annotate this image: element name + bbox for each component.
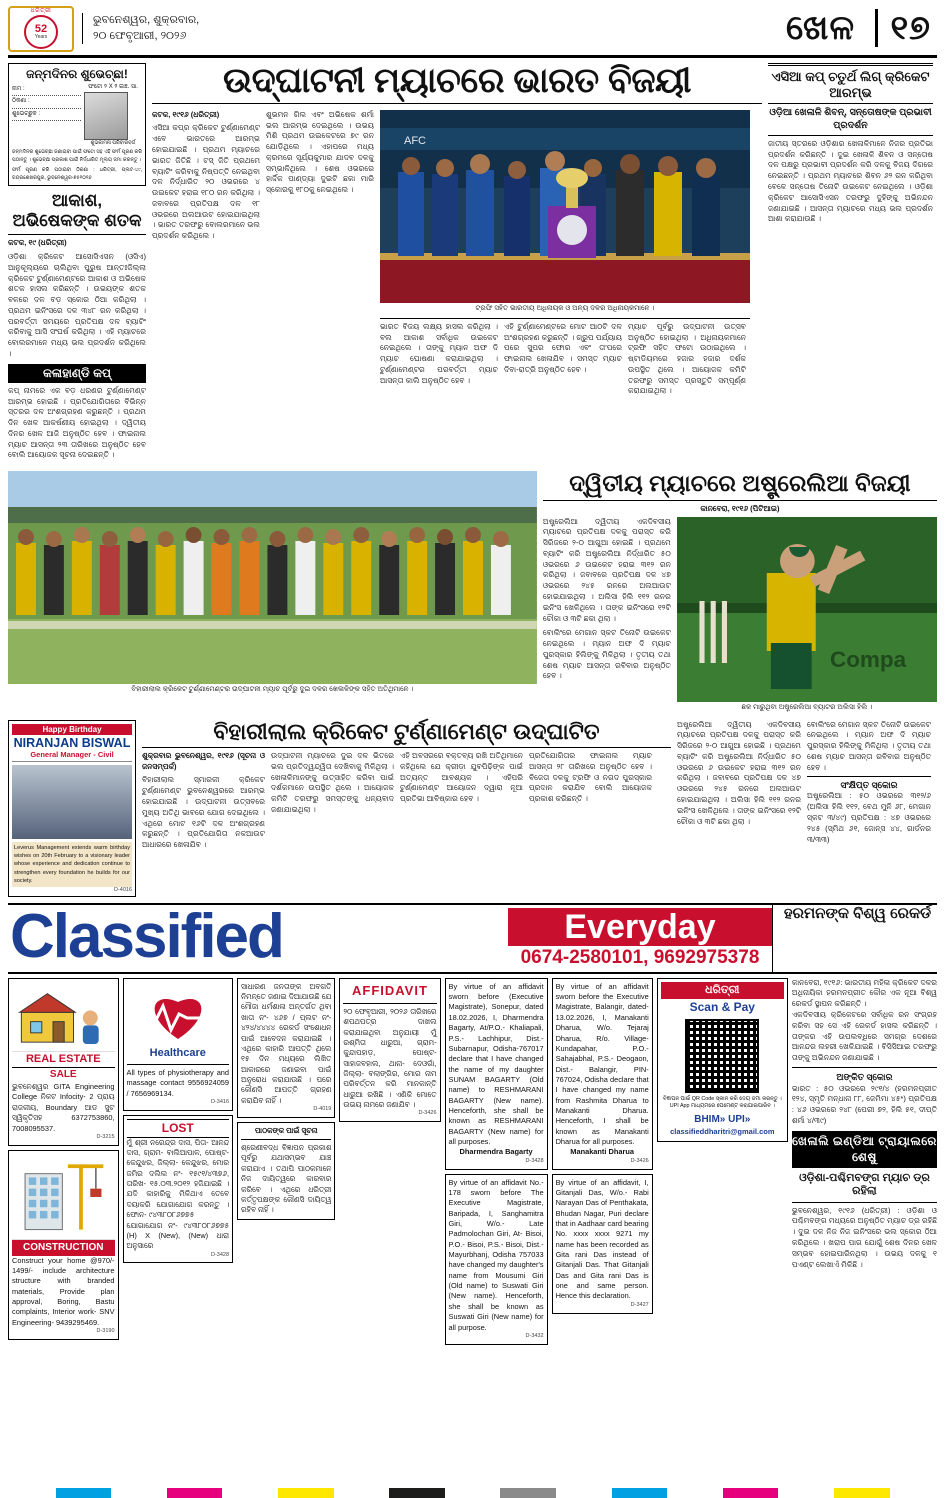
affidavit-en-2 [445, 1174, 548, 1345]
healthcare-text: All types of physiotherapy and massage contact 9556924059 / 7656969134. [126, 1068, 230, 1098]
aus-body-3 [677, 720, 801, 846]
bihari-body-2: ଉଦ୍‌ଘାଟନୀ ମ୍ୟାଚରେ ଦୁଇ ଦଳ ଭିତରେ ଭଲ ପ୍ରତିଦ୍ୱନ୍ଦ୍ୱିତା ଦେଖିବାକୁ ମିଳିଥିଲା । ଖେଳାଳିମାନଙ୍କୁ ଉତ୍ସାହିତ କରିବା ପାଇଁ ଦର୍ଶକମାନେ ଉପସ୍ଥିତ ଥିଲେ । ଆୟୋଜକ କମିଟି ତରଫରୁ ସମସ୍ତଙ୍କୁ ଧନ୍ୟବାଦ ଜଣାଯାଇଥିଲା । [271, 751, 394, 815]
classified-col-qr [657, 978, 788, 1349]
batter-photo-graphic [677, 517, 937, 702]
masthead [8, 6, 937, 58]
masthead-date: ୨୦ ଫେବୃଆରୀ, ୨୦୨୬ [93, 29, 187, 42]
left-body-2: କପ୍ ନାମରେ ଏକ ବଡ଼ ଧରଣର ଟୁର୍ଣ୍ଣାମେଣ୍ଟ ଆରମ୍ଭ ହୋଇଛି । ପ୍ରତିଯୋଗିତାରେ ବିଭିନ୍ନ ସ୍ତରର ଦଳ ଅଂଶଗ୍ରହଣ କରୁଛନ୍ତି । ପ୍ରଥମ ଦିନ ଖେଳ ଆକର୍ଷଣୀୟ ହୋଇଥିଲା । ଦ୍ୱିତୀୟ ଦିନର ଖେଳ ଆଜି ଅନୁଷ୍ଠିତ ହେବ । ଫାଇନାଲ ମ୍ୟାଚ ଆସନ୍ତା ୨୩ ତାରିଖରେ ଅନୁଷ୍ଠିତ ହେବ ବୋଲି ଆୟୋଜକ ସୂଚନା ଦେଇଛନ୍ତି । [8, 385, 146, 460]
classified-col-affidavit-en-b [552, 978, 653, 1349]
affidavit-en-1-text: By virtue of an affidavit sworn before (Executive Magistrate), Sonepur, dated 18.02.2026, I, Dharmendra Bagarty, At/P.O.- Khaliapali, P.S.- Lachhipur, Dist.- Subarnapur, Odisha-767017 declare that I have changed the name of my daughter SUNAM BAGARTY (Old name) to RESHMARANI BAGARTY (New name). Henceforth, she shall be known as RESHMARANI BAGARTY (New name) for all purposes. [448, 981, 544, 1147]
heartbeat-icon [133, 984, 223, 1044]
team-photo-block [8, 471, 537, 713]
affidavit-en-4 [552, 1174, 653, 1314]
aus-body-3-text: ଅଷ୍ଟ୍ରେଲିଆ ଦ୍ୱିତୀୟ ଏକଦିବସୀୟ ମ୍ୟାଚରେ ପ୍ରତିପକ୍ଷ ଦଳକୁ ପରାସ୍ତ କରି ସିରିଜରେ ୨-୦ ଆଗୁଆ ହୋଇଛି । ପ୍ରଥମେ ବ୍ୟାଟିଂ କରି ଅଷ୍ଟ୍ରେଲିଆ ନିର୍ଦ୍ଧାରିତ ୫୦ ଓଭରରେ ୬ ଉଇକେଟ ହରାଇ ୩୧୨ ରନ କରିଥିଲା । ଜବାବରେ ପ୍ରତିପକ୍ଷ ଦଳ ୪୭ ଓଭରରେ ୨୪୫ ରନରେ ଅଲଆଉଟ ହୋଇଯାଇଥିଲା । ଅଲିସା ହିଲି ୧୧୨ ରନର ଇନିଂସ ଖେଳିଥିଲେ । ତାଙ୍କ ଇନିଂସରେ ୧୨ଟି ଚୌକା ଓ ୩ଟି ଛକା ଥିଲା । [677, 719, 801, 826]
lost-text: ମୁଁ ଶ୍ରୀ ନରେନ୍ଦ୍ର ଦାସ, ପିତା- ଆନନ୍ଦ ଦାସ, ଗ୍ରାମ- ବାଲିଆପାଳ, ପୋଷ୍ଟ- କେନ୍ଦୁଝର, ଜିଲ୍ଲା- କେନ୍ଦୁଝର, ମୋର ଜମିର ଦଲିଲ ନଂ- ୧୫୯୧/୪୩୭୬, ତାରିଖ- ୧୫.୦୩.୨୦୧୨ ହଜିଯାଇଛି । ଯଦି କାହାରିକୁ ମିଳିଥାଏ ତେବେ ଦୟାକରି ଯୋଗାଯୋଗ କରନ୍ତୁ । ଫୋନ- ୯୪୩୮୦୮୬୭୭୫ [126, 1137, 230, 1220]
team-group-photo [8, 471, 537, 684]
heart-illustration [127, 982, 230, 1046]
construction-ad [8, 1150, 119, 1340]
ad-person-photo [12, 765, 132, 839]
affidavit-en-3-ref: D-3426 [630, 1157, 649, 1164]
affidavit-en-1-ref: D-3428 [525, 1157, 544, 1164]
real-estate-ref: D-3215 [96, 1133, 115, 1140]
aus-photo-caption: ଛକ ମାରୁଥିବା ଅଷ୍ଟ୍ରେଲିଆ ବ୍ୟାଟର ଅଲିସା ହିଲି । [741, 703, 873, 711]
record-stats: ଭାରତ : ୫୦ ଓଭରରେ ୨୯୧/୪ (ହରମନପ୍ରୀତ ୧୨୪, ସ୍ମୃତି ମନ୍ଧାନା ୮୮, ଜେମିମା ୪୫*) ପ୍ରତିପକ୍ଷ : ୪୬ ଓଭରରେ ୨୪୮ (ପେରୀ ୭୨, ହିଲି ୫୧, ଦୀପ୍ତି ଶର୍ମା ୪/୩୯) [791, 1083, 938, 1125]
notice-ref: D-4019 [313, 1106, 332, 1113]
khela-india-sub: ଓଡ଼ିଶା-ପଶ୍ଚିମବଙ୍ଗ ମ୍ୟାଚ ଡ୍ର ରହିଲା [799, 1172, 930, 1198]
bihari-body-3: ଏହି ଅବସରରେ ବକ୍ତବ୍ୟ ରଖି ଅତିଥିମାନେ କହିଥିଲେ ଯେ କ୍ରୀଡ଼ା ଯୁବପିଢ଼ିଙ୍କ ପାଇଁ ଅତ୍ୟନ୍ତ ଆବଶ୍ୟକ । ଏହିପରି ଟୁର୍ଣ୍ଣାମେଣ୍ଟ ଆୟୋଜନ ଦ୍ୱାରା ନୂଆ ପ୍ରତିଭା ଆବିଷ୍କାର ହେବ । [400, 751, 523, 804]
main-headline: ଉଦ୍‌ଘାଟନୀ ମ୍ୟାଚରେ ଭାରତ ବିଜୟୀ [222, 61, 692, 100]
main-col-3 [380, 322, 498, 401]
classified-columns [8, 978, 937, 1349]
top-section [8, 63, 937, 465]
team-photo-caption: ବିହାରୀଲାଲ କ୍ରିକେଟ ଟୁର୍ଣ୍ଣାମେଣ୍ଟର ଉଦ୍‌ଘାଟନୀ ମ୍ୟାଚ ପୂର୍ବରୁ ଦୁଇ ଦଳର ଖେଳାଳିଙ୍କ ସହିତ ଅତିଥିମାନେ । [131, 686, 414, 694]
page-number: ୧୭ [875, 9, 931, 47]
record-headline: ହରମନଙ୍କ ବିଶ୍ୱ ରେକର୍ଡ [783, 904, 932, 922]
real-estate-text: ଭୁବନେଶ୍ୱର GITA Engineering College ନିକଟ Infocity- 2 ପ୍ରାୟ ରାଜକୀୟ, Boundary ଆଡ ସୁଟ ସ୍ୱିକୃତିସହ 6372753860, 7008095537. [12, 1082, 115, 1133]
affidavit-en-3-text: By virtue of an affidavit sworn before the Executive Magistrate, Balangir, dated- 13.02.2026, I, Manakanti Dharua, W/o. Tejaraj Dharua, R/o. Village- Kundapahar, P.O.- Sahajabhal, P.S.- Deogaon, Dist.- Balangir, PIN- 767024, Odisha declare that I have changed my name from Rashmita Dharua to Manakanti Dharua. Henceforth, I shall be known as Manakanti Dharua for all purposes. [555, 981, 649, 1147]
left-body-1: ଓଡ଼ିଶା କ୍ରିକେଟ ଆସୋସିଏସନ (ଓସିଏ) ଆନୁକୂଲ୍ୟରେ ଚାଲିଥିବା ପୁରୁଷ ଆନ୍ତଃଜିଲ୍ଲା କ୍ରିକେଟ ଟୁର୍ଣ୍ଣାମେଣ୍ଟରେ ଆକାଶ ଓ ଅଭିଷେକ ଶତକ ହାସଲ କରିଛନ୍ତି । ଉଭୟଙ୍କ ଶତକ ବଳରେ ଦଳ ବଡ଼ ସ୍କୋର ଠିଆ କରିଥିଲା । ପ୍ରଥମ ଇନିଂସରେ ଦଳ ୩୪୮ ରନ କରିଥିଲା । ପରବର୍ତ୍ତୀ ସମୟରେ ପ୍ରତିପକ୍ଷ ଦଳ ବ୍ୟାଟିଂ କରିବାକୁ ଆସି ସଂଘର୍ଷ କରିଥିଲା । ଏହି ମ୍ୟାଚରେ ବୋଲରମାନେ ମଧ୍ୟ ଭଲ ପ୍ରଦର୍ଶନ କରିଥିଲେ । [8, 251, 146, 358]
logo-name: ଧରିତ୍ରୀ [30, 8, 52, 14]
classified-title-block [8, 901, 502, 972]
qr-code-image[interactable] [685, 1019, 759, 1093]
birthday-form-fields [12, 84, 81, 121]
anniversary-badge [24, 15, 58, 49]
affidavit-odia-text: ୨୦ ଫେବୃଆରୀ, ୨୦୨୬ ତାରିଖରେ ଶପଥପତ୍ର ଦାଖଲ କରାଯାଇଥିବା ଅନୁଯାୟୀ ମୁଁ ରଶ୍ମିତା ଧାରୁଆ, ଗ୍ରାମ- କୁନ୍ଦାପହାଡ଼, ପୋଷ୍ଟ- ସାହାଜବହାଲ, ଥାନା- ଦେଓଗାଁ, ଜିଲ୍ଲା- ବଲାଙ୍ଗିର, ମୋର ନାମ ପରିବର୍ତ୍ତନ କରି ମାନକାନ୍ତି ଧାରୁଆ ରଖିଛି । ଏଣିକି ମୋତେ ଉଭୟ ନାମରେ ଜଣାଯିବ । [343, 1006, 437, 1110]
affidavit-en-2-ref: D-3432 [525, 1332, 544, 1339]
main-dateline: କଟକ, ୧୯୧୬ (ଧରିତ୍ରୀ) [152, 109, 220, 119]
classified-word: Classified [10, 901, 283, 971]
section-title: ଖେଳ [786, 9, 856, 47]
record-dateline: କାନବେରା, ୧୯୧୬: ଭାରତୀୟ ମହିଳା କ୍ରିକେଟ ଦଳର ଅଧିନାୟିକା ହରମନପ୍ରୀତ କୌର ଏକ ନୂଆ ବିଶ୍ୱ ରେକର୍ଡ ସ୍ଥାପନ କରିଛନ୍ତି । [791, 977, 938, 1009]
aus-stats-block [807, 720, 931, 846]
affidavit-odia-ref: D-3426 [418, 1110, 437, 1117]
aus-extra-column [677, 720, 937, 897]
building-illustration [12, 1154, 115, 1240]
birthday-photo-caption: ଶୁଭକାମନା ପରିବାରବର୍ଗ [90, 139, 136, 146]
aus-stats-head: ସଂକ୍ଷିପ୍ତ ସ୍କୋର [840, 780, 898, 791]
birthday-address-note: ଫର୍ମ ପୂରଣ କରି ପଠାଇବା ଠିକଣା : ଧରିତ୍ରୀ, ପ୍ଲଟ-୪୯, ଚନ୍ଦ୍ରଶେଖରପୁର, ଭୁବନେଶ୍ୱର-୭୫୧୦୧୬ [12, 167, 142, 181]
svg-text:AFC: AFC [404, 134, 426, 147]
bihari-col-3 [400, 751, 523, 855]
affidavit-en-1 [445, 978, 548, 1170]
field-name: ନାମ : [12, 84, 81, 96]
classified-phone[interactable]: 0674-2580101, 9692975378 [520, 946, 760, 968]
record-stats-head: ଅଙ୍କିତ ସ୍କୋର [836, 1071, 893, 1082]
left-story-1 [8, 238, 146, 359]
main-body-4: ଏହି ଟୁର୍ଣ୍ଣାମେଣ୍ଟରେ ମୋଟ ଆଠଟି ଦଳ ଅଂଶଗ୍ରହଣ କରୁଛନ୍ତି । ଗ୍ରୁପ ପର୍ଯ୍ୟାୟ ପରେ ସୁପର ଫୋର ଏବଂ ତା'ପରେ ଫାଇନାଲ ଖେଳାଯିବ । ସମସ୍ତ ମ୍ୟାଚ ଦିବା-ରାତ୍ରି ଅନୁଷ୍ଠିତ ହେବ । [504, 321, 622, 374]
affidavit-en-4-ref: D-3427 [630, 1301, 649, 1308]
birthday-coupon-title: ଜନ୍ମଦିନର ଶୁଭେଚ୍ଛା! [26, 67, 128, 81]
bihari-col-4 [529, 751, 652, 855]
bihari-body-4: ପ୍ରତିଯୋଗିତାର ଫାଇନାଲ ମ୍ୟାଚ ଆସନ୍ତା ୨୮ ତାରିଖରେ ଅନୁଷ୍ଠିତ ହେବ । ବିଜେତା ଦଳକୁ ଟ୍ରଫି ଓ ନଗଦ ପୁରସ୍କାର ପ୍ରଦାନ କରାଯିବ ବୋଲି ଆୟୋଜକ ପ୍ରକାଶ କରିଛନ୍ତି । [529, 751, 652, 804]
construction-ref: D-3190 [96, 1328, 115, 1335]
upi-logo: BHIM» UPI» [694, 1114, 751, 1126]
photo-size-note: ଫଟୋ ୨ X ୨ ଇଞ୍ଚ. ସା. [88, 84, 138, 90]
building-icon [12, 1154, 115, 1240]
affidavit-en-2-text: By virtue of an affidavit No.- 178 sworn before The Executive Magistrate, Baripada, I, Sanghamitra Giri, W/o.- Late Padmolochan Giri, At- Bisoi, P.O.- Bisoi, P.S.- Bisoi, Dist.- Mayurbhanj, Odisha 757033 have changed my daughter's name from Mousumi Giri (Old name) to Suswati Giri (New name). Henceforth, she shall be known as Suswati Giri (New name) for all purpose. [448, 1177, 544, 1332]
reader-notice-title: ପାଠକଙ୍କ ପାଇଁ ସୂଚନା [254, 1125, 318, 1135]
team-photo-graphic [8, 471, 537, 684]
birthday-coupon [8, 63, 146, 186]
notice-text: ସାଧାରଣ ଜନତାଙ୍କ ଅବଗତି ନିମନ୍ତେ ଜଣାଇ ଦିଆଯାଉଛି ଯେ ମୌଜା ଧର୍ମଶାଳା ଅନ୍ତର୍ଗତ ଥିବା ଖାତା ନଂ- ୪୬୭ / ପ୍ଲଟ ନଂ- ୪୨୪/୪୪୪୪ ରେକର୍ଡ ସଂଶୋଧନ ପାଇଁ ଆବେଦନ କରାଯାଇଛି । ଏଥିରେ କାହାରି ଆପତ୍ତି ଥିଲେ ୧୫ ଦିନ ମଧ୍ୟରେ ଲିଖିତ ଆକାରରେ ଜଣାଇବା ପାଇଁ ଅନୁରୋଧ କରାଯାଉଛି । ପରେ କୌଣସି ଆପତ୍ତି ଗ୍ରହଣ କରାଯିବ ନାହିଁ । [241, 981, 332, 1105]
publication-logo [8, 6, 74, 52]
main-col-5 [628, 322, 746, 401]
aus-body-1: ଅଷ୍ଟ୍ରେଲିଆ ଦ୍ୱିତୀୟ ଏକଦିବସୀୟ ମ୍ୟାଚରେ ପ୍ରତିପକ୍ଷ ଦଳକୁ ପରାସ୍ତ କରି ସିରିଜରେ ୨-୦ ଆଗୁଆ ହୋଇଛି । ପ୍ରଥମେ ବ୍ୟାଟିଂ କରି ଅଷ୍ଟ୍ରେଲିଆ ନିର୍ଦ୍ଧାରିତ ୫୦ ଓଭରରେ ୬ ଉଇକେଟ ହରାଇ ୩୧୨ ରନ କରିଥିଲା । ଜବାବରେ ପ୍ରତିପକ୍ଷ ଦଳ ୪୭ ଓଭରରେ ୨୪୫ ରନରେ ଅଲଆଉଟ ହୋଇଯାଇଥିଲା । ଅଲିସା ହିଲି ୧୧୨ ରନର ଇନିଂସ ଖେଳିଥିଲେ । ତାଙ୍କ ଇନିଂସରେ ୧୨ଟି ଚୌକା ଓ ୩ଟି ଛକା ଥିଲା । [542, 516, 671, 623]
classified-col-affidavit-en-a [445, 978, 548, 1349]
healthcare-title: Healthcare [149, 1046, 206, 1059]
aus-body-col [543, 517, 671, 714]
qr-email[interactable]: classifieddharitri@gmail.com [670, 1127, 775, 1137]
affidavit-title: AFFIDAVIT [351, 982, 428, 998]
affidavit-en-1-sign: Dharmendra Bagarty [459, 1147, 533, 1157]
main-col-1 [152, 110, 260, 401]
affidavit-odia-ad [339, 978, 440, 1122]
main-body-5: ମ୍ୟାଚ ପୂର୍ବରୁ ଉଦ୍‌ଘାଟନୀ ଉତ୍ସବ ଅନୁଷ୍ଠିତ ହୋଇଥିଲା । ଅଧିନାୟକମାନେ ଟ୍ରଫି ସହିତ ଫଟୋ ଉଠାଇଥିଲେ । ଷ୍ଟାଡିୟମରେ ହଜାର ହଜାର ଦର୍ଶକ ଉପସ୍ଥିତ ଥିଲେ । ଆୟୋଜକ କମିଟି ତରଫରୁ ସମସ୍ତ ପ୍ରସ୍ତୁତି ସମ୍ପୂର୍ଣ୍ଣ କରାଯାଇଥିଲା । [628, 321, 746, 396]
record-story-head-block [772, 905, 937, 972]
aus-dateline: କାନବେରା, ୧୯୧୬ (ପିଟିଆଇ) [700, 503, 780, 513]
anniversary-number: 52 [34, 23, 48, 35]
field-address: ଠିକଣା : [12, 96, 81, 108]
lost-ad [123, 1115, 234, 1263]
house-illustration [12, 982, 115, 1052]
left-story-2 [8, 386, 146, 461]
birthday-advertisement [8, 720, 136, 897]
main-col-4 [504, 322, 622, 401]
third-band [8, 720, 937, 897]
australia-story [543, 471, 937, 713]
trophy-ceremony-photo [380, 110, 750, 303]
main-photo-block [380, 110, 750, 401]
aus-stats: ଅଷ୍ଟ୍ରେଲିଆ : ୫୦ ଓଭରରେ ୩୧୨/୬ (ଅଲିସା ହିଲି ୧୧୨, ବେଥ ମୁନି ୬୮, ମେଗାନ ସ୍କଟ ୩/୪୯) ପ୍ରତିପକ୍ଷ : ୪୭ ଓଭରରେ ୨୪୫ (ସ୍ମିଥ ୬୧, ଜୋନ୍ସ ୪୪, ଗାର୍ଡନର ୩/୩୩) [807, 791, 931, 844]
khela-india-body: ଭୁବନେଶ୍ୱର, ୧୯୧୬ (ଧରିତ୍ରୀ) : ଓଡ଼ିଶା ଓ ପଶ୍ଚିମବଙ୍ଗ ମଧ୍ୟରେ ଅନୁଷ୍ଠିତ ମ୍ୟାଚ ଡ୍ର ରହିଛି । ଦୁଇ ଦଳ ନିଜ ନିଜ ଇନିଂସରେ ଭଲ ସ୍କୋର ଠିଆ କରିଥିଲେ । ଖରାପ ପାଗ ଯୋଗୁଁ ଶେଷ ଦିନର ଖେଳ ସମ୍ଭବ ହୋଇପାରିନଥିଲା । ଉଭୟ ଦଳକୁ ୧ ପଏଣ୍ଟ ଲେଖାଏଁ ମିଳିଛି । [791, 1205, 938, 1269]
left-headline-1: ଆକାଶ, ଅଭିଷେକଙ୍କ ଶତକ [12, 191, 142, 231]
bihari-col-2 [271, 751, 394, 855]
classified-col-notice [237, 978, 335, 1349]
svg-text:Compa: Compa [829, 646, 906, 672]
house-icon [12, 982, 115, 1052]
ad-person-role: General Manager - Civil [12, 750, 132, 762]
aus-body-2: ବୋଲିଂରେ ମେଗାନ ସ୍କଟ ତିନୋଟି ଉଇକେଟ ନେଇଥିଲେ । ମ୍ୟାନ ଅଫ ଦି ମ୍ୟାଚ ପୁରସ୍କାର ହିଲିଙ୍କୁ ମିଳିଥିଲା । ତୃତୀୟ ତଥା ଶେଷ ମ୍ୟାଚ ଆସନ୍ତା ରବିବାର ଅନୁଷ୍ଠିତ ହେବ । [542, 628, 671, 681]
bihari-col-1 [142, 751, 265, 855]
affidavit-en-4-text: By virtue of an affidavit, I, Gitanjali Das, W/o.- Rabi Narayan Das of Penthakata, Bhudan Nagar, Puri declare that in Aadhaar card bearing No. xxxx xxxx 9271 my name has been recorded as Gita rani Das instead of Gitanjali Das. That Gitanjali Das and Gita rani Das is one and same person. Hence this declaration. [555, 1177, 649, 1301]
left-column [8, 63, 146, 465]
aus-photo-block [677, 517, 937, 714]
qr-brand-logo: ଧରିତ୍ରୀ [661, 982, 784, 999]
main-photo-caption: ଟ୍ରଫି ସହିତ ଭାରତୀୟ ଅଧିନାୟକ ଓ ଅନ୍ୟ ଦଳର ଅଧିନାୟକମାନେ । [475, 304, 655, 312]
masthead-dateline [82, 13, 209, 45]
field-wisher: ଶୁଭେଚ୍ଛୁକ : [12, 109, 81, 121]
healthcare-ad [123, 978, 234, 1111]
ad-ref-code: D-4016 [113, 886, 132, 893]
kalahandi-cup-header: କଳାହାଣ୍ଡି କପ୍ [8, 364, 146, 383]
rail-body: ଜାତୀୟ ସ୍ତରରେ ଓଡ଼ିଶାର ଖେଳାଳିମାନେ ନିଜର ପ୍ରତିଭା ପ୍ରଦର୍ଶନ କରିଛନ୍ତି । ଦୁଇ ଖେଳାଳି ଶିବନ ଓ ସନ୍ତୋଷ ଦଳ ପକ୍ଷରୁ ପ୍ରଭାବୀ ପ୍ରଦର୍ଶନ କରି ଦଳକୁ ବିଜୟ ଦିଗରେ ନେଇଛନ୍ତି । ପ୍ରଥମ ମ୍ୟାଚରେ ଶିବନ ୬୨ ରନ କରିଥିବା ବେଳେ ସନ୍ତୋଷ ତିନୋଟି ଉଇକେଟ ନେଇଥିଲେ । ଓଡ଼ିଶା କ୍ରିକେଟ ଆସୋସିଏସନ ତରଫରୁ ଦୁହିଙ୍କୁ ଅଭିନନ୍ଦନ ଜଣାଯାଇଛି । ଆସନ୍ତା ମ୍ୟାଚରେ ମଧ୍ୟ ଭଲ ପ୍ରଦର୍ଶନ ଆଶା କରାଯାଉଛି । [768, 138, 933, 224]
main-story [152, 63, 762, 465]
healthcare-ref: D-3416 [210, 1099, 230, 1106]
classified-col-realestate [8, 978, 119, 1349]
notice-ad [237, 978, 335, 1118]
bihari-story [142, 720, 671, 897]
construction-title: CONSTRUCTION [12, 1240, 115, 1256]
birthday-photo [84, 92, 128, 140]
bihari-body-1: ବିହାରୀଲାଲ ସ୍ମାରକୀ କ୍ରିକେଟ ଟୁର୍ଣ୍ଣାମେଣ୍ଟ ଭୁବନେଶ୍ୱରରେ ଆରମ୍ଭ ହୋଇଯାଇଛି । ଉଦ୍‌ଘାଟନୀ ଉତ୍ସବରେ ମୁଖ୍ୟ ଅତିଥି ଭାବରେ ଯୋଗ ଦେଇଥିଲେ । ଏଥିରେ ମୋଟ ୧୬ଟି ଦଳ ଅଂଶଗ୍ରହଣ କରୁଛନ୍ତି । ପ୍ରତିଯୋଗିତା ନକଆଉଟ ଆଧାରରେ ଖେଳାଯିବ । [142, 775, 265, 850]
real-estate-subtitle: SALE [49, 1069, 77, 1081]
ad-person-name: NIRANJAN BISWAL [13, 735, 131, 750]
main-body-3: ଭାରତ ବିଜୟ ଲକ୍ଷ୍ୟ ହାସଲ କରିଥିଲା । ବଲ ଆକାଶ ସର୍ବାଧିକ ଉଇକେଟ ନେଇଥିଲେ । ତାଙ୍କୁ ମ୍ୟାନ ଅଫ ଦି ମ୍ୟାଚ ଘୋଷଣା କରାଯାଇଥିଲା । ଟୁର୍ଣ୍ଣାମେଣ୍ଟର ପରବର୍ତ୍ତୀ ମ୍ୟାଚ ଆସନ୍ତା କାଲି ଅନୁଷ୍ଠିତ ହେବ । [380, 321, 498, 385]
ad-message: Leverus Management extends warm birthday wishes on 20th February to a visionary leader whose experience and dedication continue to strengthen every foundation he builds for our society. [12, 842, 132, 887]
aus-body-4: ବୋଲିଂରେ ମେଗାନ ସ୍କଟ ତିନୋଟି ଉଇକେଟ ନେଇଥିଲେ । ମ୍ୟାନ ଅଫ ଦି ମ୍ୟାଚ ପୁରସ୍କାର ହିଲିଙ୍କୁ ମିଳିଥିଲା । ତୃତୀୟ ତଥା ଶେଷ ମ୍ୟାଚ ଆସନ୍ତା ରବିବାର ଅନୁଷ୍ଠିତ ହେବ । [807, 719, 931, 772]
construction-text: Construct your home @970/- 1499/- include architecture structure with branded materials, Provide plan approval, Boring, Bastu complaints, Interior work- SNV Engineering- 9439295469. [12, 1255, 115, 1327]
affidavit-en-3 [552, 978, 653, 1170]
classified-col-healthcare [123, 978, 234, 1349]
classified-col-sports-rail [792, 978, 937, 1349]
batter-photo [677, 517, 937, 702]
classified-banner [8, 903, 937, 974]
bihari-dateline: ଶୁକ୍ରବାର ଭୁବନେଶ୍ୱର, ୧୯୧୬ (ସୂଚନା ଓ ଜନସମ୍ପର୍କ) [142, 751, 265, 771]
reader-notice-text: ଶ୍ରେଣୀବଦ୍ଧ ବିଜ୍ଞାପନ ପ୍ରକାଶ ପୂର୍ବରୁ ଯଥାସମ୍ଭବ ଯାଞ୍ଚ କରାଯାଏ । ତଥାପି ପାଠକମାନେ ନିଜ ଦାୟିତ୍ୱରେ କାରବାର କରିବେ । ଏଥିରେ ଧରିତ୍ରୀ କର୍ତ୍ତୃପକ୍ଷଙ୍କ କୌଣସି ଦାୟିତ୍ୱ ରହିବ ନାହିଁ । [241, 1143, 332, 1215]
section-title-block [786, 9, 937, 48]
bihari-headline: ବିହାରୀଲାଲ କ୍ରିକେଟ ଟୁର୍ଣ୍ଣାମେଣ୍ଟ ଉଦ୍‌ଘାଟିତ [213, 718, 600, 744]
lost-title: LOST [127, 1119, 230, 1138]
real-estate-title: REAL ESTATE [12, 1052, 115, 1068]
qr-note: ବିଜ୍ଞାପନ ପାଇଁ QR Code ସ୍କାନ କରି ଦେୟ ଜମା କରନ୍ତୁ । UPI App ମାଧ୍ୟମରେ ପେମେଣ୍ଟ କରାଯାଇପାରିବ । [662, 1095, 782, 1110]
classified-contact-block [502, 905, 772, 972]
photo-graphic [380, 110, 750, 303]
record-body: ଏକଦିବସୀୟ କ୍ରିକେଟରେ ସର୍ବାଧିକ ରନ ସଂଗ୍ରହ କରିବା ସହ ସେ ଏହି ରେକର୍ଡ ହାସଲ କରିଛନ୍ତି । ତାଙ୍କର ଏହି ଉପଲବ୍ଧିରେ ସମଗ୍ର ଦେଶରେ ଆନନ୍ଦର ଲହରୀ ଖେଳିଯାଇଛି । ବିସିସିଆଇ ତରଫରୁ ତାଙ୍କୁ ଅଭିନନ୍ଦନ ଜଣାଯାଇଛି । [791, 1010, 938, 1063]
affidavit-en-3-sign: Manakanti Dharua [570, 1147, 634, 1157]
real-estate-ad [8, 978, 119, 1146]
lost-ref: D-3428 [210, 1251, 230, 1258]
ad-happy-birthday-label: Happy Birthday [12, 724, 132, 735]
birthday-note: ଜନ୍ମଦିନର ଶୁଭେଚ୍ଛା ଜଣାଇବା ପାଇଁ ଫଟୋ ସହ ଏହି ଫର୍ମ ପୂରଣ କରି ପଠାନ୍ତୁ । ଶୁଭେଚ୍ଛା ପ୍ରକାଶ ପାଇଁ ନିର୍ଦ୍ଧାରିତ ମୂଲ୍ୟ ଜମା କରନ୍ତୁ । [12, 149, 142, 163]
reader-notice-ad [237, 1122, 335, 1220]
main-body-1: ଏସିଆ କପ୍‌ର କ୍ରିକେଟ ଟୁର୍ଣ୍ଣାମେଣ୍ଟ ଏବେ ଭାରତରେ ଆରମ୍ଭ ହୋଇଯାଇଛି । ପ୍ରଥମ ମ୍ୟାଚରେ ଭାରତ ଜିତିଛି । ଟସ୍ ଜିତି ପ୍ରଥମେ ବ୍ୟାଟିଂ କରିବାକୁ ନିଷ୍ପତ୍ତି ନେଇଥିବା ଦଳ ନିର୍ଦ୍ଧାରିତ ୨୦ ଓଭରରେ ୪ ଉଇକେଟ ହରାଇ ୧୮୦ ରନ କରିଥିଲା । ଜବାବରେ ପ୍ରତିପକ୍ଷ ଦଳ ୧୮ ଓଭରରେ ଅଲଆଉଟ ହୋଇଯାଇଥିଲା । ଭାରତ ତରଫରୁ ବୋଲରମାନେ ଭଲ ପ୍ରଦର୍ଶନ କରିଥିଲେ । [152, 123, 260, 241]
main-col-2 [266, 110, 374, 401]
masthead-place: ଭୁବନେଶ୍ୱର, ଶୁକ୍ରବାର, [93, 13, 200, 26]
anniversary-years: Years [34, 34, 48, 40]
qr-scan-label: Scan & Pay [689, 1000, 755, 1015]
rail-subhead: ଓଡ଼ିଆ ଖେଳାଳି ଶିବନ୍, ସନ୍ତୋଷଙ୍କ ପ୍ରଭାବୀ ପ୍ରଦର୍ଶନ [769, 107, 932, 131]
right-rail [768, 63, 933, 465]
print-registration-bar [0, 1488, 945, 1498]
khela-india-head: ଖେଳାଲି ଇଣ୍ଡିଆ ଟ୍ରାୟାଲରେ ଶେଷୁ [792, 1131, 937, 1169]
qr-pay-ad[interactable] [657, 978, 788, 1142]
lost-extra: ଯୋଗାଯୋଗ ନଂ- ୯୪୩୮୦୮୬୭୭୫ (H) X (New), (New) ଧାରା ଅନୁସାରେ [126, 1220, 230, 1251]
classified-col-affidavit-odia [339, 978, 440, 1349]
classified-everyday: Everyday [508, 908, 772, 946]
rail-headline: ଏସିଆ କପ୍ ଚତୁର୍ଥ ଲିଗ୍ କ୍ରିକେଟ ଆରମ୍ଭ [771, 69, 930, 100]
main-body-2: ଶୁଭମନ ଗିଲ ଏବଂ ଅଭିଷେକ ଶର୍ମା ଭଲ ଆରମ୍ଭ ଦେଇଥିଲେ । ଉଭୟ ମିଶି ପ୍ରଥମ ଉଇକେଟରେ ୭୯ ରନ ଯୋଡ଼ିଥିଲେ । ଏହାପରେ ମଧ୍ୟ କ୍ରମରେ ସୂର୍ଯ୍ୟକୁମାର ଯାଦବ ଦଳକୁ ସମ୍ଭାଳିଥିଲେ । ଶେଷ ଓଭରରେ ହାର୍ଦ୍ଦିକ ପାଣ୍ଡ୍ୟା ଦୁଇଟି ଛକା ମାରି ସ୍କୋରକୁ ୧୮୦କୁ ନେଇଥିଲେ । [266, 109, 374, 195]
left-dateline-1: କଟକ, ୧୯ (ଧରିତ୍ରୀ) [8, 238, 67, 248]
middle-band [8, 471, 937, 713]
aus-headline: ଦ୍ୱିତୀୟ ମ୍ୟାଚରେ ଅଷ୍ଟ୍ରେଲିଆ ବିଜୟୀ [569, 470, 911, 497]
